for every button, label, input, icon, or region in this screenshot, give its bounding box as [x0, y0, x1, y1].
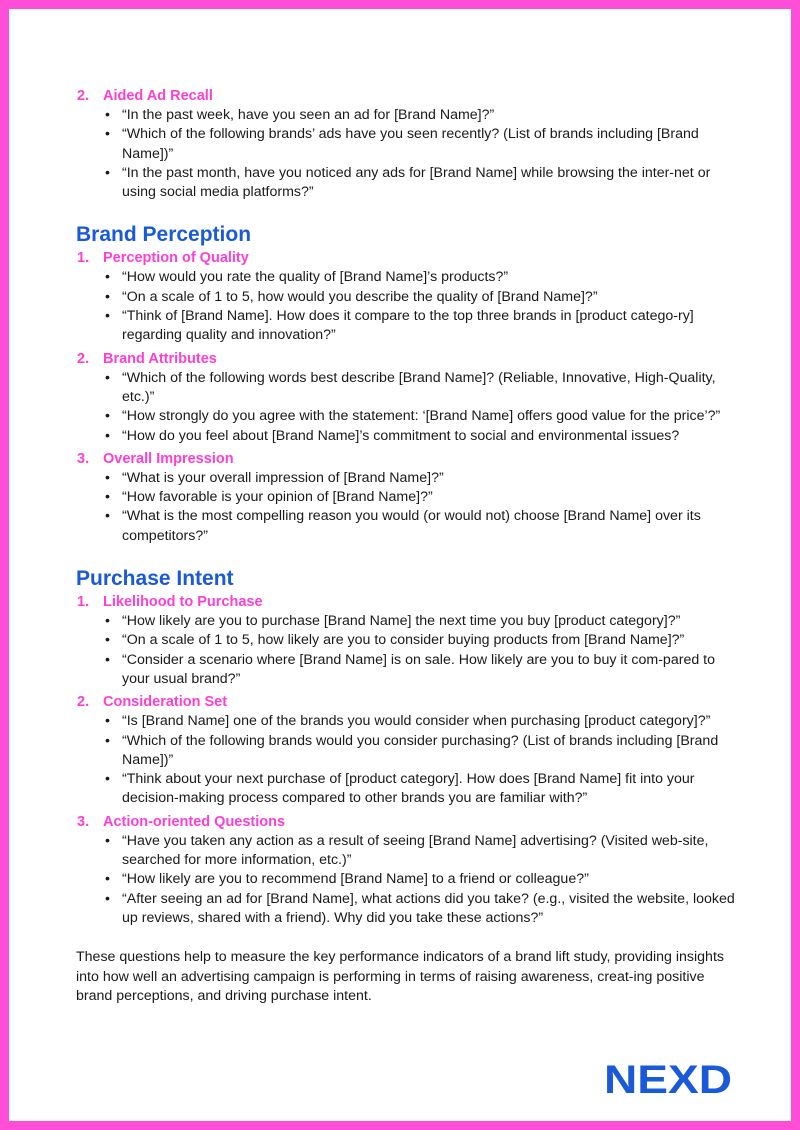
subsection-title: Perception of Quality	[103, 250, 249, 267]
subsection-heading	[76, 86, 736, 106]
question-item: • “Think about your next purchase of [product category]. How does [Brand Name] fit into your decision-making process compared to other brands you are familiar with?”	[105, 770, 736, 809]
subsection-number: 1.	[77, 594, 90, 611]
question-item: • “After seeing an ad for [Brand Name], what actions did you take? (e.g., visited the website, looked up reviews, shared with a friend). Why did you take these actions?”	[105, 890, 736, 929]
question-item: • “How likely are you to recommend [Brand Name] to a friend or colleague?”	[105, 870, 736, 889]
question-list	[76, 612, 736, 689]
question-item: • “How would you rate the quality of [Brand Name]’s products?”	[105, 268, 736, 287]
subsection-heading	[76, 248, 736, 268]
section-purchase-intent	[76, 566, 736, 928]
question-list	[76, 268, 736, 345]
question-list	[76, 469, 736, 546]
question-item: • “What is the most compelling reason you would (or would not) choose [Brand Name] over its competitors?”	[105, 507, 736, 546]
closing-paragraph: These questions help to measure the key performance indicators of a brand lift study, providing insights into how well an advertising campaign is performing in terms of raising awareness, creat-ing positive brand perceptions, and driving purchase intent.	[76, 949, 724, 1005]
subsection-number: 2.	[77, 694, 90, 711]
question-item: • “Which of the following brands would you consider purchasing? (List of brands including [Brand Name])”	[105, 732, 736, 771]
question-item: • “Have you taken any action as a result of seeing [Brand Name] advertising? (Visited web-site, searched for more information, etc.)”	[105, 832, 736, 871]
question-list	[76, 369, 736, 446]
subsection-number: 2.	[77, 350, 90, 367]
question-item: • “How strongly do you agree with the statement: ‘[Brand Name] offers good value for the price’?”	[105, 407, 736, 426]
question-item: • “On a scale of 1 to 5, how likely are you to consider buying products from [Brand Name]?”	[105, 631, 736, 650]
subsection-number: 2.	[77, 88, 90, 104]
logo-text: NEXD	[604, 1059, 732, 1099]
subsection-title: Consideration Set	[103, 694, 228, 711]
subsection-title: Aided Ad Recall	[103, 88, 213, 104]
question-item: • “Which of the following brands’ ads have you seen recently? (List of brands including [Brand Name])”	[105, 125, 736, 164]
subsection	[76, 86, 736, 202]
subsection-heading	[76, 692, 736, 712]
subsection-title: Action-oriented Questions	[103, 813, 286, 830]
question-item: • “How do you feel about [Brand Name]’s commitment to social and environmental issues?	[105, 427, 736, 446]
question-item: • “Which of the following words best describe [Brand Name]? (Reliable, Innovative, High-Quality, etc.)”	[105, 369, 736, 408]
question-item: • “How favorable is your opinion of [Brand Name]?”	[105, 488, 736, 507]
question-item: • “Consider a scenario where [Brand Name] is on sale. How likely are you to buy it com-pared to your usual brand?”	[105, 651, 736, 690]
question-item: • “What is your overall impression of [Brand Name]?”	[105, 469, 736, 488]
question-item: • “Is [Brand Name] one of the brands you would consider when purchasing [product category]?”	[105, 712, 736, 731]
question-item: • “In the past week, have you seen an ad for [Brand Name]?”	[105, 106, 736, 125]
question-item: • “On a scale of 1 to 5, how would you describe the quality of [Brand Name]?”	[105, 288, 736, 307]
section-title: Brand Perception	[76, 223, 252, 247]
document-content	[76, 86, 736, 1007]
subsection-heading	[76, 592, 736, 612]
subsection-number: 3.	[77, 450, 90, 467]
subsection-heading	[76, 349, 736, 369]
question-list	[76, 832, 736, 928]
subsection-heading	[76, 449, 736, 469]
section-brand-perception	[76, 222, 736, 546]
subsection-title: Likelihood to Purchase	[103, 594, 263, 611]
question-item: • “In the past month, have you noticed any ads for [Brand Name] while browsing the inter-net or using social media platforms?”	[105, 164, 736, 203]
subsection-number: 1.	[77, 250, 90, 267]
question-item: • “Think of [Brand Name]. How does it compare to the top three brands in [product catego-ry] regarding quality and innovation?”	[105, 307, 736, 346]
question-list	[76, 106, 736, 202]
section-title: Purchase Intent	[76, 567, 234, 591]
subsection-title: Brand Attributes	[103, 350, 217, 367]
subsection-number: 3.	[77, 813, 90, 830]
subsection-title: Overall Impression	[103, 450, 234, 467]
question-item: • “How likely are you to purchase [Brand Name] the next time you buy [product category]?”	[105, 612, 736, 631]
nexd-logo	[603, 1059, 733, 1099]
subsection-heading	[76, 812, 736, 832]
question-list	[76, 712, 736, 808]
